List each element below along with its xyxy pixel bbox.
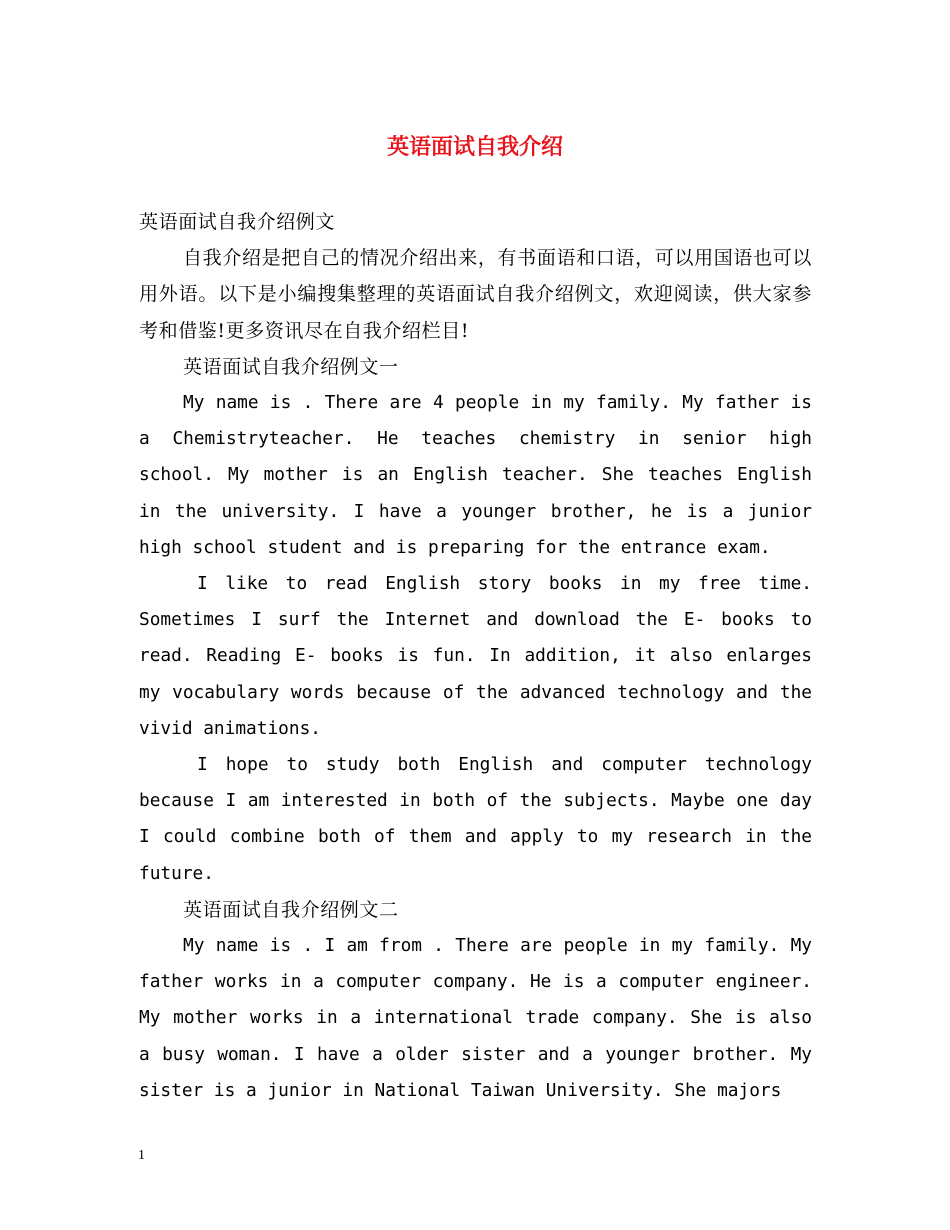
example-one-paragraph-3: I hope to study both English and computer technology because I am interested in both of the subjects. Maybe one day I could combine both of them and apply to my research in the future. — [139, 754, 812, 884]
section-heading: 英语面试自我介绍例文 — [139, 211, 336, 233]
example-two-paragraph-1: My name is . I am from . There are people in my family. My father works in a computer company. He is a computer engineer. My mother works in a international trade company. She is also a busy woman. I have a older sister and a younger brother. My sister is a junior in National Taiwan University. She majors — [139, 935, 812, 1101]
intro-paragraph: 自我介绍是把自己的情况介绍出来，有书面语和口语，可以用国语也可以用外语。以下是小编搜集整理的英语面试自我介绍例文，欢迎阅读，供大家参考和借鉴!更多资讯尽在自我介绍栏目! — [139, 247, 812, 342]
example-one-paragraph-1: My name is . There are 4 people in my family. My father is a Chemistryteacher. He teaches chemistry in senior high school. My mother is an English teacher. She teaches English in the university. I have a younger brother, he is a junior high school student and is preparing for the entrance exam. — [139, 392, 812, 558]
example-one-heading: 英语面试自我介绍例文一 — [183, 355, 399, 378]
example-one-paragraph-2: I like to read English story books in my free time. Sometimes I surf the Internet and download the E- books to read. Reading E- books is fun. In addition, it also enlarges my vocabulary words because of the advanced technology and the vivid animations. — [139, 573, 812, 739]
page-number: 1 — [138, 1148, 145, 1163]
document-body — [139, 204, 812, 1109]
example-two-heading: 英语面试自我介绍例文二 — [183, 898, 399, 921]
document-title: 英语面试自我介绍 — [386, 134, 563, 160]
